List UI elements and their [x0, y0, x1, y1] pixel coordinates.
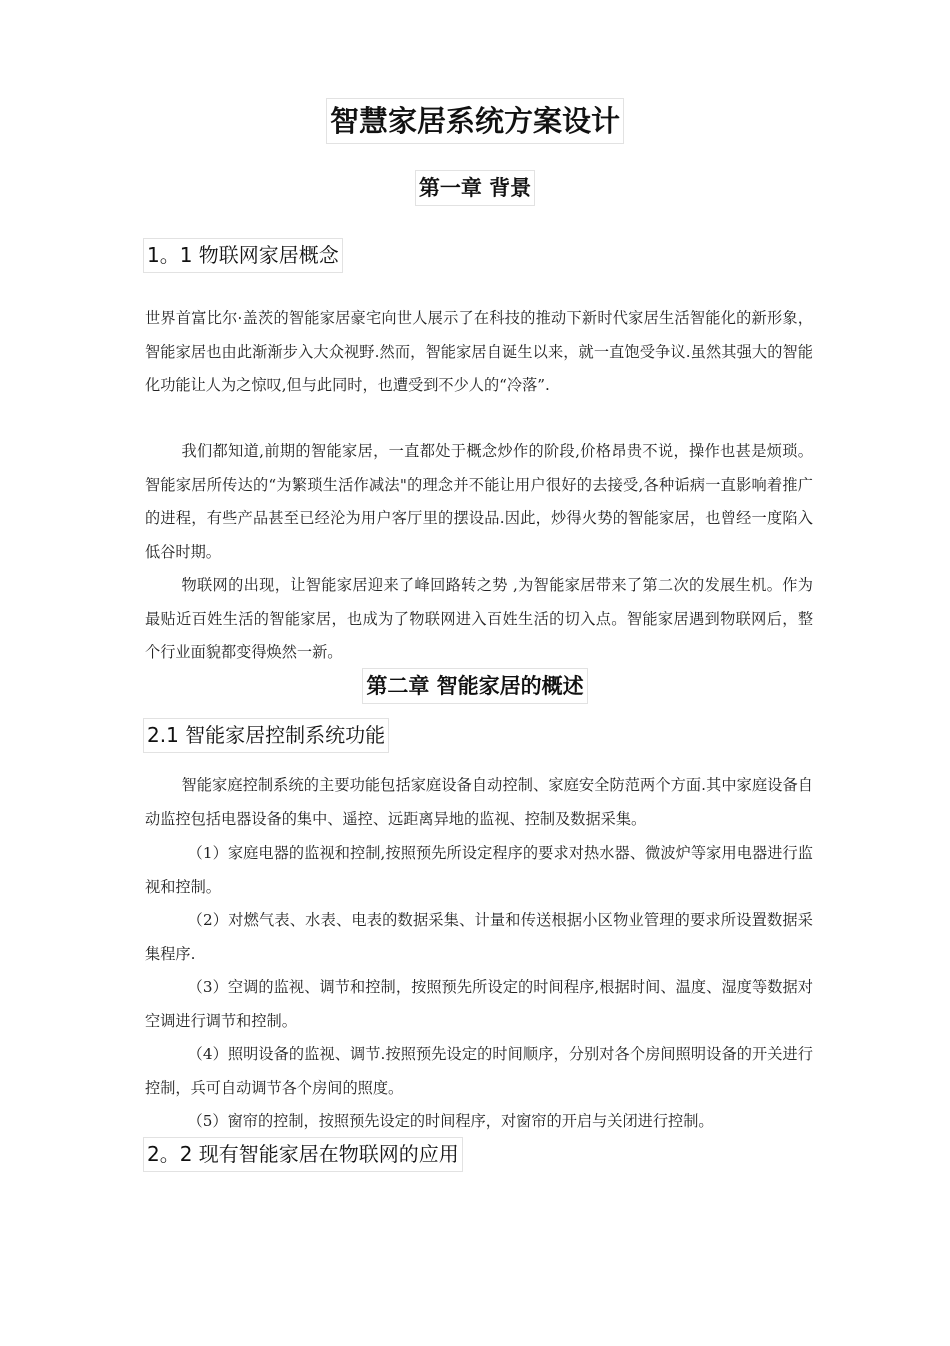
list-item: （5）窗帘的控制，按照预先设定的时间程序，对窗帘的开启与关闭进行控制。 — [187, 1112, 714, 1130]
section-2-2-heading — [143, 1137, 463, 1172]
section-1-1-paragraph-1: 世界首富比尔·盖茨的智能家居豪宅向世人展示了在科技的推动下新时代家居生活智能化的新形象，智能家居也由此渐渐步入大众视野.然而，智能家居自诞生以来，就一直饱受争议.虽然其强大的智能化功能让人为之惊叹,但与此同时，也遭受到不少人的“冷落”. — [145, 309, 813, 394]
section-2-1-heading — [143, 718, 389, 753]
section-1-1-title: 1。1 物联网家居概念 — [143, 238, 343, 273]
list-item: （2）对燃气表、水表、电表的数据采集、计量和传送根据小区物业管理的要求所设置数据采集程序. — [145, 911, 813, 963]
list-item: （1）家庭电器的监视和控制,按照预先所设定程序的要求对热水器、微波炉等家用电器进行监视和控制。 — [145, 844, 813, 896]
section-1-1-paragraph-2: 我们都知道,前期的智能家居，一直都处于概念炒作的阶段,价格昂贵不说，操作也甚是烦琐。智能家居所传达的“为繁琐生活作减法"的理念并不能让用户很好的去接受,各种诟病一直影响着推广的进程，有些产品甚至已经沦为用户客厅里的摆设品.因此，炒得火势的智能家居，也曾经一度陷入低谷时期。 — [145, 442, 813, 561]
section-2-1-paragraph-1: 智能家庭控制系统的主要功能包括家庭设备自动控制、家庭安全防范两个方面.其中家庭设备自动监控包括电器设备的集中、遥控、远距离异地的监视、控制及数据采集。 — [145, 776, 813, 828]
list-item: （4）照明设备的监视、调节.按照预先设定的时间顺序，分别对各个房间照明设备的开关进行控制，兵可自动调节各个房间的照度。 — [145, 1045, 813, 1097]
chapter-1-heading — [0, 170, 950, 206]
section-2-2-title: 2。2 现有智能家居在物联网的应用 — [143, 1137, 463, 1172]
document-title — [0, 98, 950, 144]
chapter-2-title: 第二章 智能家居的概述 — [362, 668, 587, 704]
section-1-1-heading — [143, 238, 343, 273]
section-1-1-paragraph-3: 物联网的出现，让智能家居迎来了峰回路转之势 ,为智能家居带来了第二次的发展生机。作为最贴近百姓生活的智能家居，也成为了物联网进入百姓生活的切入点。智能家居遇到物联网后，整个行业面貌都变得焕然一新。 — [145, 576, 813, 661]
document-title-text: 智慧家居系统方案设计 — [326, 98, 624, 144]
section-2-1-title: 2.1 智能家居控制系统功能 — [143, 718, 389, 753]
chapter-1-title: 第一章 背景 — [415, 170, 535, 206]
chapter-2-heading — [0, 668, 950, 704]
list-item: （3）空调的监视、调节和控制，按照预先所设定的时间程序,根据时间、温度、湿度等数据对空调进行调节和控制。 — [145, 978, 813, 1030]
